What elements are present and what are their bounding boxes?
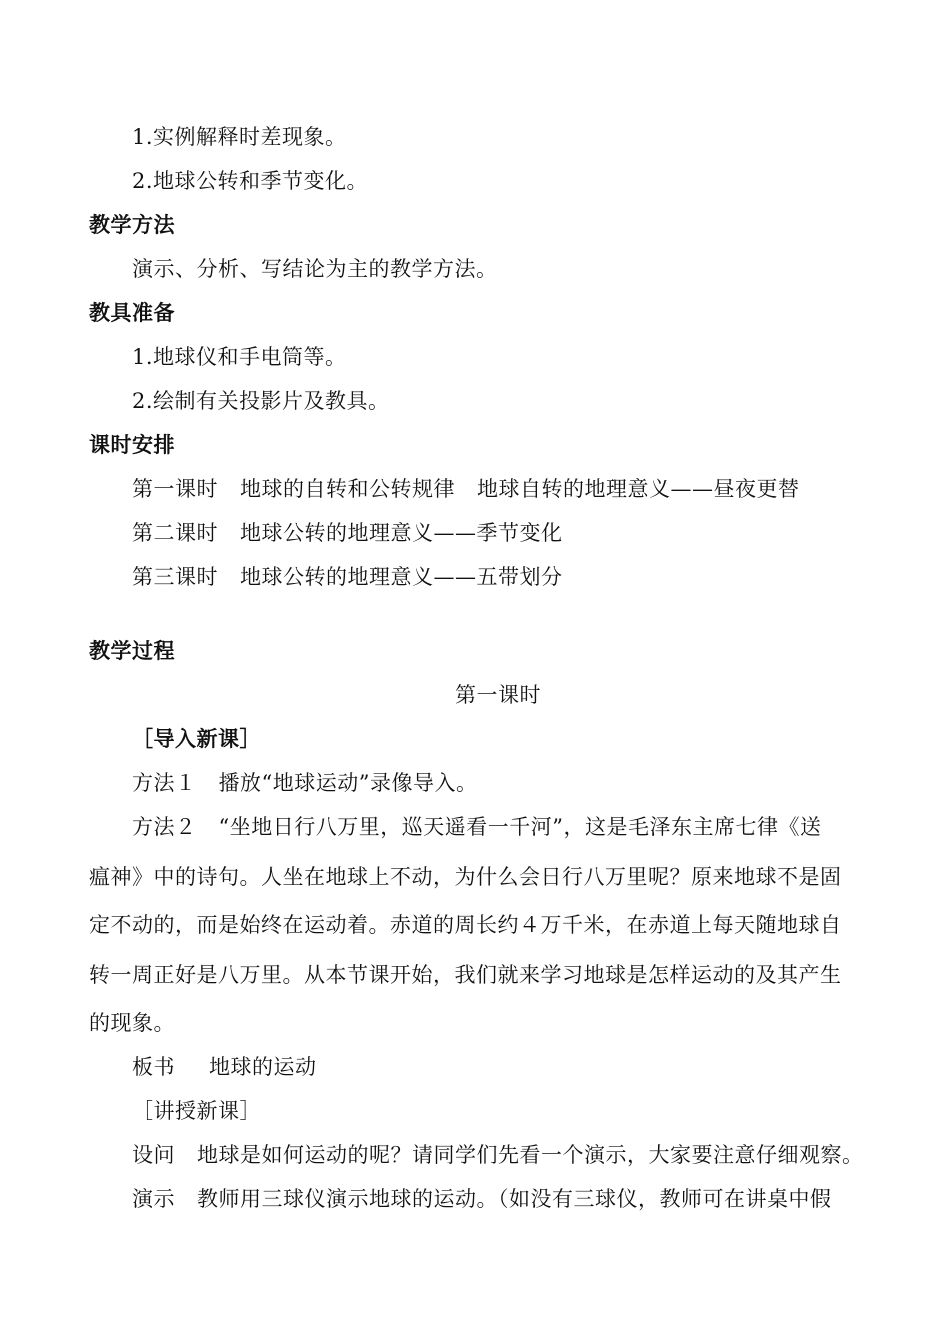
method-1-label: 方法１ [132,771,197,795]
demo-label: 演示 [132,1187,175,1211]
teaching-aid-item-1: 1.地球仪和手电筒等。 [132,345,347,369]
teaching-method-text: 演示、分析、写结论为主的教学方法。 [132,257,498,281]
board-row [132,1052,317,1082]
method-2-line-3: 定不动的，而是始终在运动着。赤道的周长约４万千米，在赤道上每天随地球自 [89,913,842,937]
demo-text: 教师用三球仪演示地球的运动。（如没有三球仪，教师可在讲桌中假 [197,1187,832,1211]
schedule-row-1 [132,474,800,504]
question-text: 地球是如何运动的呢？请同学们先看一个演示，大家要注意仔细观察。 [197,1143,864,1167]
schedule-topic-1b: 地球自转的地理意义——昼夜更替 [477,477,800,501]
method-1-row [132,768,477,798]
teaching-process-heading: 教学过程 [89,639,175,663]
schedule-label-3: 第三课时 [132,565,218,589]
schedule-topic-2: 地球公转的地理意义——季节变化 [240,521,563,545]
method-2-line-4: 转一周正好是八万里。从本节课开始，我们就来学习地球是怎样运动的及其产生 [89,963,842,987]
schedule-label-2: 第二课时 [132,521,218,545]
method-2-line-5: 的现象。 [89,1011,175,1035]
schedule-topic-3: 地球公转的地理意义——五带划分 [240,565,563,589]
new-lesson-heading: ［讲授新课］ [132,1099,261,1123]
demo-row [132,1184,832,1214]
schedule-row-3 [132,562,563,592]
method-2-line-2: 瘟神》中的诗句。人坐在地球上不动，为什么会日行八万里呢？原来地球不是固 [89,865,842,889]
board-label: 板书 [132,1055,175,1079]
lesson-title: 第一课时 [455,683,541,707]
question-label: 设问 [132,1143,175,1167]
teaching-aids-heading: 教具准备 [89,301,175,325]
teaching-method-heading: 教学方法 [89,213,175,237]
schedule-label-1: 第一课时 [132,477,218,501]
method-2-line-1: “坐地日行八万里，巡天遥看一千河”，这是毛泽东主席七律《送 [218,815,822,839]
method-1-text: 播放“地球运动”录像导入。 [218,771,478,795]
teaching-aid-item-2: 2.绘制有关投影片及教具。 [132,389,390,413]
schedule-heading: 课时安排 [89,433,175,457]
board-text: 地球的运动 [209,1055,317,1079]
intro-heading: ［导入新课］ [132,727,261,751]
method-2-label: 方法２ [132,815,197,839]
difficulty-item-1: 1.实例解释时差现象。 [132,125,347,149]
schedule-row-2 [132,518,563,548]
question-row [132,1140,864,1170]
difficulty-item-2: 2.地球公转和季节变化。 [132,169,369,193]
schedule-topic-1a: 地球的自转和公转规律 [240,477,455,501]
method-2-row [132,812,821,842]
